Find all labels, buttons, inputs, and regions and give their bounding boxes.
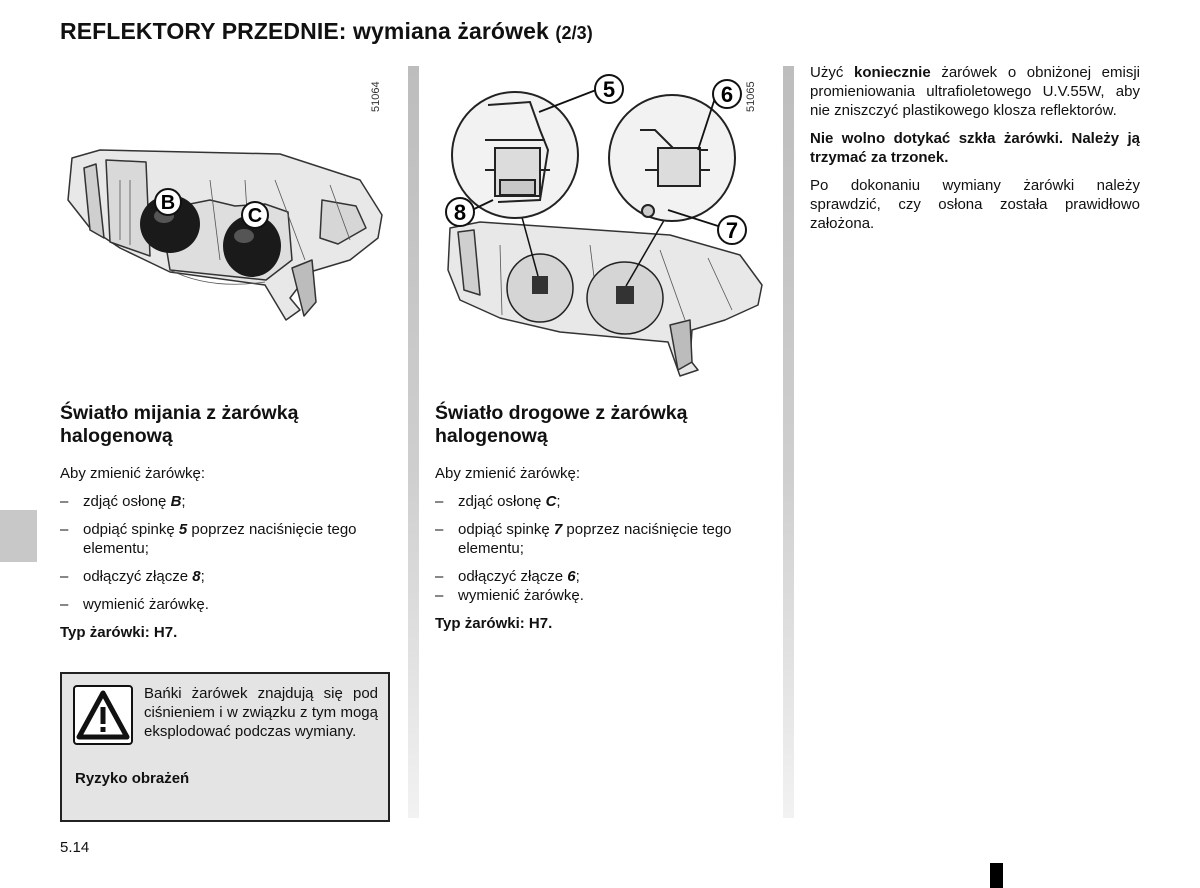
low-beam-step: – zdjąć osłonę B;: [60, 493, 186, 510]
page-title: [60, 18, 593, 45]
low-beam-step: – wymienić żarówkę.: [60, 596, 209, 613]
note-do-not-touch-glass: Nie wolno dotykać szkła żarówki. Należy ją trzymać za trzonek.: [810, 130, 1140, 166]
high-beam-heading: Światło drogowe z żarówką halogenową: [435, 402, 688, 447]
notes-section: [810, 63, 1140, 242]
callout-c: C: [247, 205, 263, 227]
title-sub: (2/3): [555, 23, 593, 43]
headlamp-figure-low-beam: [60, 120, 390, 350]
section-tab: [0, 510, 37, 562]
figure-number-middle: 51065: [745, 81, 757, 112]
warning-footer: Ryzyko obrażeń: [75, 770, 190, 787]
page-number: 5.14: [60, 839, 90, 856]
callout-b: B: [160, 192, 176, 214]
warning-box: [60, 672, 390, 822]
low-beam-section: [60, 402, 392, 651]
figure-number-left: 51064: [370, 81, 382, 112]
callout-7: 7: [725, 218, 739, 243]
callout-5: 5: [602, 77, 616, 102]
low-beam-intro: Aby zmienić żarówkę:: [60, 465, 206, 482]
column-divider-left: [408, 66, 419, 818]
warning-triangle-icon: [73, 685, 133, 745]
low-beam-step: – odpiąć spinkę 5 poprzez naciśnięcie tego elementu;: [60, 521, 357, 557]
low-beam-bulb-type: Typ żarówki: H7.: [60, 624, 178, 641]
column-divider-right: [783, 66, 794, 818]
note-check-cover: Po dokonaniu wymiany żarówki należy sprawdzić, czy osłona została prawidłowo założona.: [810, 177, 1140, 232]
high-beam-step: – odłączyć złącze 6;: [435, 568, 580, 585]
high-beam-step: – wymienić żarówkę.: [435, 587, 584, 604]
note-uv-bulbs: Użyć koniecznie żarówek o obniżonej emisji promieniowania ultrafioletowego U.V.55W, aby nie zniszczyć plastikowego klosza reflektorów.: [810, 64, 1141, 119]
high-beam-step: – zdjąć osłonę C;: [435, 493, 561, 510]
title-main: REFLEKTORY PRZEDNIE: wymiana żarówek: [60, 18, 549, 44]
low-beam-heading: Światło mijania z żarówką halogenową: [60, 402, 299, 447]
callout-6: 6: [720, 82, 734, 107]
low-beam-step: – odłączyć złącze 8;: [60, 568, 205, 585]
high-beam-intro: Aby zmienić żarówkę:: [435, 465, 581, 482]
callout-8: 8: [453, 200, 467, 225]
high-beam-section: [435, 402, 770, 642]
high-beam-bulb-type: Typ żarówki: H7.: [435, 615, 553, 632]
headlamp-figure-high-beam: [440, 70, 770, 385]
warning-text: Bańki żarówek znajdują się pod ciśnieniem i w związku z tym mogą eksplodować podczas wymiany.: [144, 685, 378, 740]
high-beam-step: – odpiąć spinkę 7 poprzez naciśnięcie tego elementu;: [435, 521, 732, 557]
page-edge-marker: [990, 863, 1003, 888]
